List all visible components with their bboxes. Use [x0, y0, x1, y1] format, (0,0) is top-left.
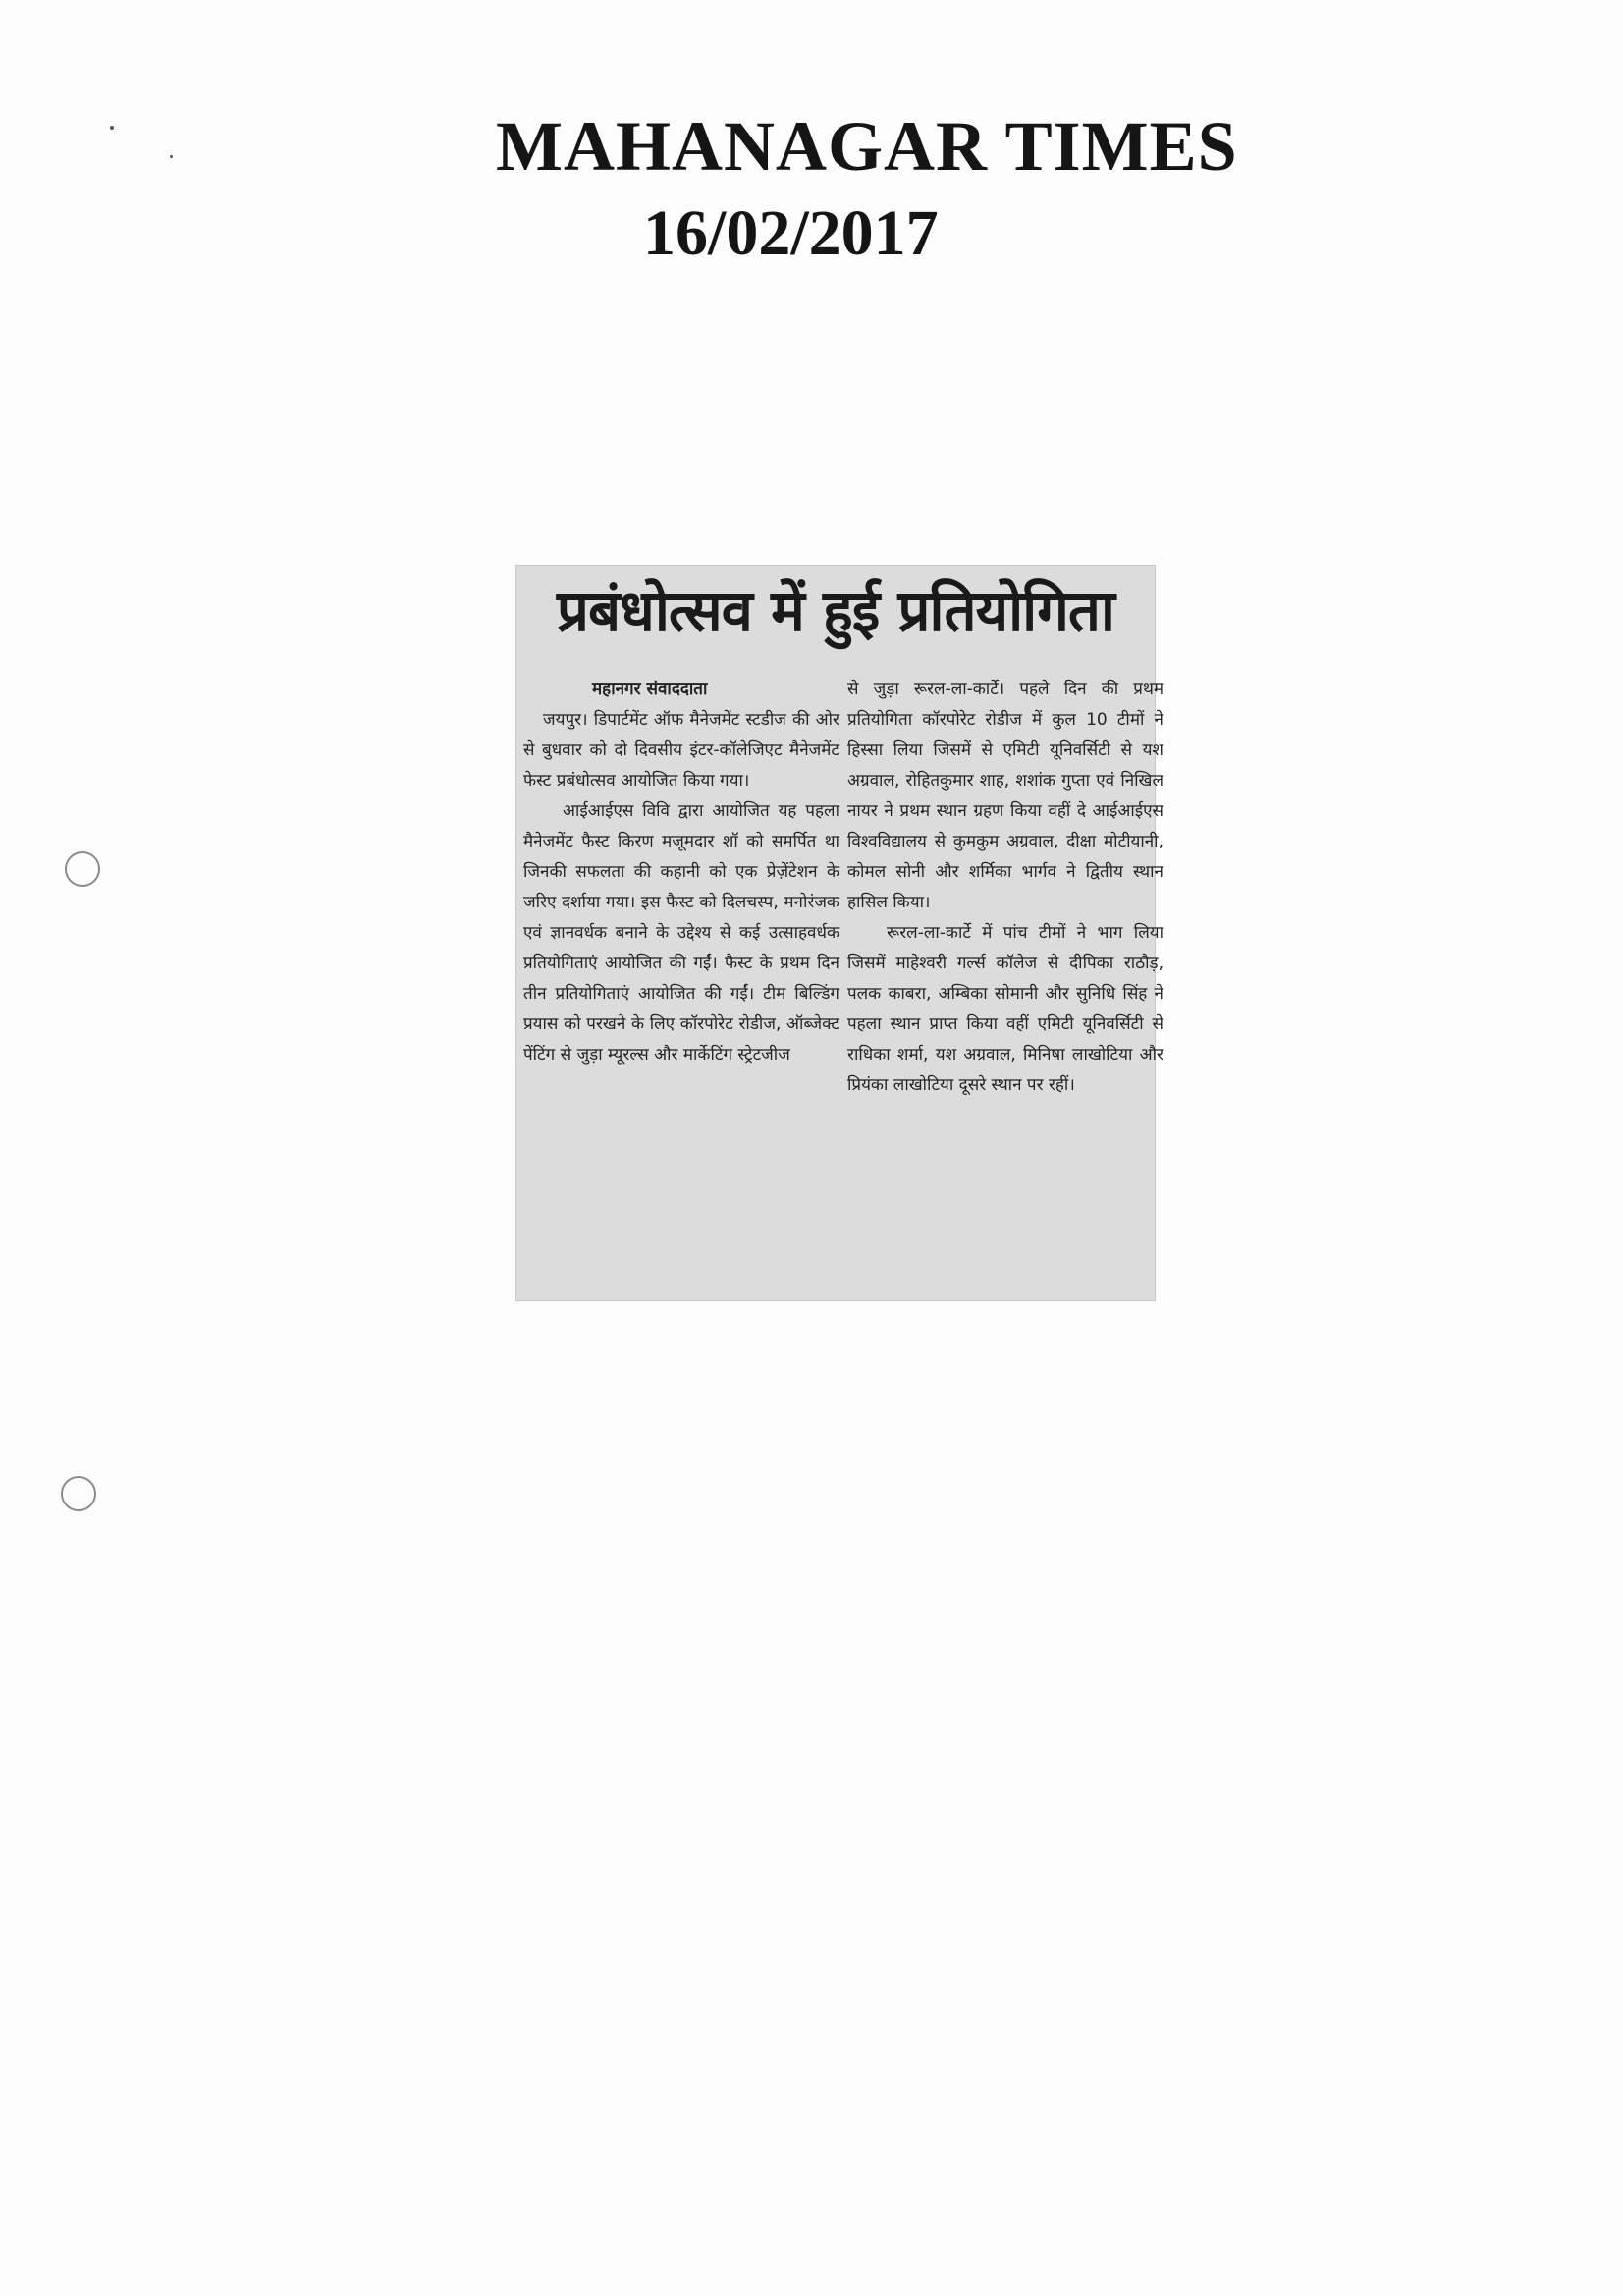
article-column-right	[847, 675, 1163, 1101]
article-paragraph: जयपुर। डिपार्टमेंट ऑफ मैनेजमेंट स्टडीज की ओर से बुधवार को दो दिवसीय इंटर-कॉलेजिएट मैनेजमेंट फेस्ट प्रबंधोत्सव आयोजित किया गया।	[523, 710, 839, 791]
publication-name: MAHANAGAR TIMES	[496, 107, 1238, 186]
article-byline: महानगर संवाददाता	[592, 680, 708, 699]
article-column-left	[523, 675, 839, 1070]
scan-speck	[110, 126, 114, 130]
publication-date: 16/02/2017	[643, 197, 939, 269]
punch-hole	[65, 851, 100, 887]
article-headline: प्रबंधोत्सव में हुई प्रतियोगिता	[557, 577, 1114, 644]
newspaper-clipping	[515, 565, 1163, 1301]
article-paragraph: आईआईएस विवि द्वारा आयोजित यह पहला मैनेजमेंट फैस्ट किरण मजूमदार शॉ को समर्पित था जिनकी सफलता की कहानी को एक प्रेज़ेंटेशन के जरिए दर्शाया गया। इस फैस्ट को दिलचस्प, मनोरंजक एवं ज्ञानवर्धक बनाने के उद्देश्य से कई उत्साहवर्धक प्रतियोगिताएं आयोजित की गईं। फैस्ट के प्रथम दिन तीन प्रतियोगिताएं आयोजित की गईं। टीम बिल्डिंग प्रयास को परखने के लिए कॉरपोरेट रोडीज, ऑब्जेक्ट पेंटिंग से जुड़ा म्यूरल्स और मार्केटिंग स्ट्रेटजीज	[523, 801, 839, 1065]
article-paragraph: से जुड़ा रूरल-ला-कार्टे। पहले दिन की प्रथम प्रतियोगिता कॉरपोरेट रोडीज में कुल 10 टीमों ने हिस्सा लिया जिसमें से एमिटी यूनिवर्सिटी से यश अग्रवाल, रोहितकुमार शाह, शशांक गुप्ता एवं निखिल नायर ने प्रथम स्थान ग्रहण किया वहीं दे आईआईएस विश्वविद्यालय से कुमकुम अग्रवाल, दीक्षा मोटीयानी, कोमल सोनी और शर्मिका भार्गव ने द्वितीय स्थान हासिल किया।	[847, 680, 1163, 912]
article-paragraph: रूरल-ला-कार्टे में पांच टीमों ने भाग लिया जिसमें माहेश्वरी गर्ल्स कॉलेज से दीपिका राठौड़, पलक काबरा, अम्बिका सोमानी और सुनिधि सिंह ने पहला स्थान प्राप्त किया वहीं एमिटी यूनिवर्सिटी से राधिका शर्मा, यश अग्रवाल, मिनिषा लाखोटिया और प्रियंका लाखोटिया दूसरे स्थान पर रहीं।	[847, 923, 1163, 1095]
punch-hole	[61, 1476, 96, 1511]
scan-speck	[170, 155, 173, 158]
